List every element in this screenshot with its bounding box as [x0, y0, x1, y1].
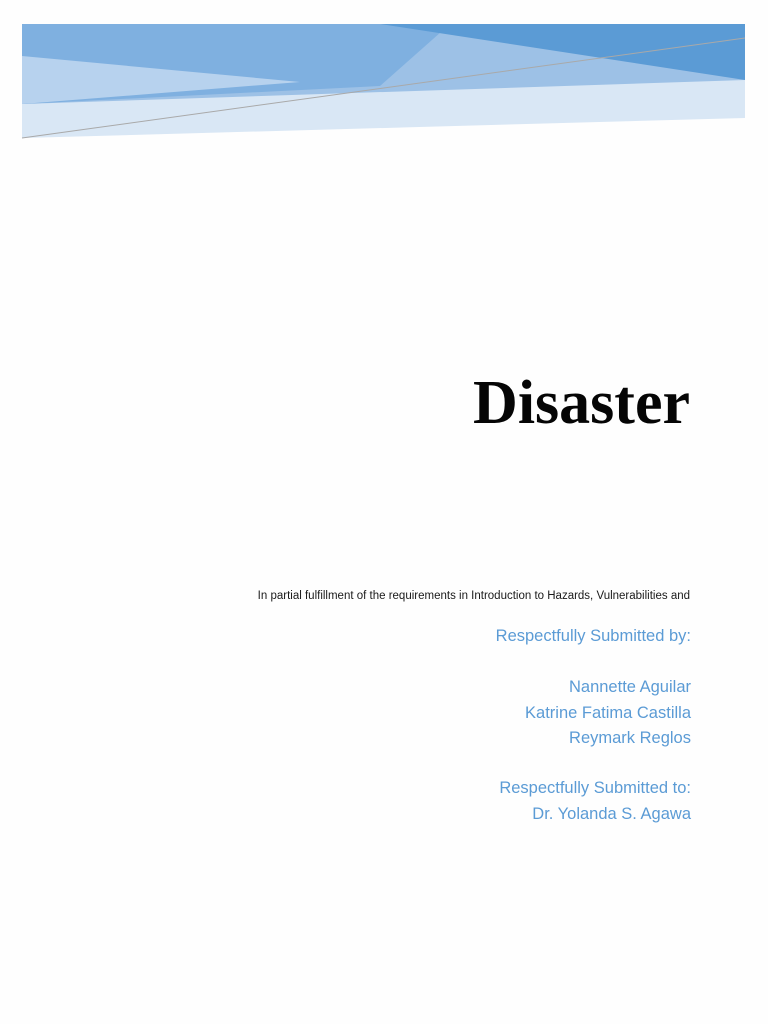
- author-name: Reymark Reglos: [569, 729, 691, 747]
- header-banner: [0, 0, 768, 145]
- submitted-to-name: Dr. Yolanda S. Agawa: [532, 804, 691, 823]
- author-name: Katrine Fatima Castilla: [525, 703, 691, 722]
- submitted-by-names: [525, 675, 691, 752]
- document-subtitle: In partial fulfillment of the requirements in Introduction to Hazards, Vulnerabilities and: [257, 590, 690, 602]
- author-name: Nannette Aguilar: [568, 678, 691, 696]
- submitted-by-section: [496, 624, 691, 650]
- document-title: Disaster: [473, 369, 690, 437]
- submitted-to-heading: Respectfully Submitted to:: [499, 779, 691, 797]
- submitted-by-heading: Respectfully Submitted by:: [495, 627, 691, 645]
- submitted-to-section: [499, 776, 691, 827]
